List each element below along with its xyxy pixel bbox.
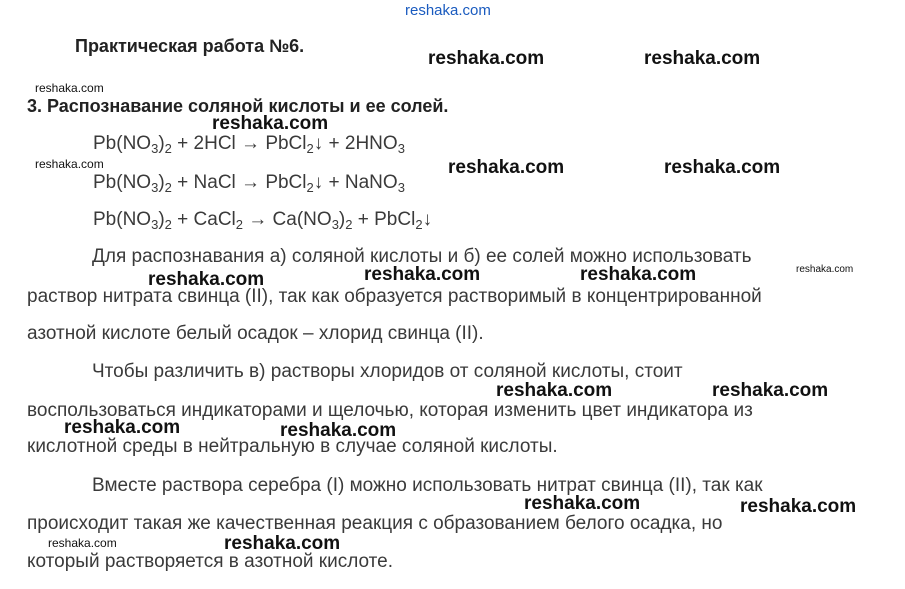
watermark: reshaka.com [35, 81, 104, 95]
eq-part: ↓ + NaNO [313, 172, 398, 193]
watermark: reshaka.com [496, 380, 613, 401]
eq-sub: 3 [151, 180, 159, 195]
watermark: reshaka.com [580, 264, 697, 285]
reaction-equation-1 [93, 133, 405, 155]
eq-sub: 3 [151, 217, 159, 232]
eq-sub: 3 [331, 217, 339, 232]
section-heading: 3. Распознавание соляной кислоты и ее солей. [27, 96, 449, 116]
eq-part: ) [338, 209, 346, 230]
eq-sub: 2 [345, 217, 353, 232]
watermark: reshaka.com [48, 536, 117, 550]
paragraph-2-line-3: кислотной среды в нейтральную в случае соляной кислоты. [27, 436, 558, 457]
eq-part: ↓ + 2HNO [313, 133, 398, 154]
eq-part: + CaCl [171, 209, 236, 230]
paragraph-2-line-2: воспользоваться индикаторами и щелочью, которая изменить цвет индикатора из [27, 400, 753, 421]
eq-sub: 3 [397, 141, 405, 156]
watermark: reshaka.com [224, 533, 341, 554]
eq-part: Pb(NO [93, 133, 152, 154]
eq-sub: 2 [306, 141, 314, 156]
watermark: reshaka.com [280, 420, 397, 441]
watermark: reshaka.com [796, 264, 854, 275]
watermark: reshaka.com [428, 48, 545, 69]
watermark: reshaka.com [212, 113, 329, 134]
watermark: reshaka.com [644, 48, 761, 69]
eq-part: ↓ [422, 209, 433, 230]
eq-part: + 2HCl → PbCl [171, 133, 307, 154]
watermark: reshaka.com [64, 417, 181, 438]
eq-part: ) [158, 133, 165, 154]
watermark: reshaka.com [364, 264, 481, 285]
paragraph-3-line-2: происходит такая же качественная реакция с образованием белого осадка, но [27, 513, 723, 534]
eq-part: ) [158, 209, 165, 230]
eq-part: ) [158, 172, 165, 193]
watermark: reshaka.com [740, 496, 857, 517]
eq-sub: 2 [164, 141, 172, 156]
watermark: reshaka.com [524, 493, 641, 514]
eq-sub: 2 [164, 180, 172, 195]
watermark: reshaka.com [148, 269, 265, 290]
eq-sub: 2 [415, 217, 423, 232]
page-title: Практическая работа №6. [75, 36, 305, 56]
paragraph-1-line-2: раствор нитрата свинца (II), так как образуется растворимый в концентрированной [27, 286, 762, 307]
eq-part: Pb(NO [93, 209, 152, 230]
paragraph-3-line-3: который растворяется в азотной кислоте. [27, 551, 394, 572]
paragraph-3-line-1: Вместе раствора серебра (I) можно использовать нитрат свинца (II), так как [92, 475, 763, 496]
eq-sub: 2 [164, 217, 172, 232]
paragraph-1-line-1: Для распознавания а) соляной кислоты и б) ее солей можно использовать [92, 246, 752, 267]
eq-part: Pb(NO [93, 172, 152, 193]
reaction-equation-2 [93, 172, 405, 194]
watermark: reshaka.com [35, 157, 104, 171]
eq-sub: 3 [151, 141, 159, 156]
eq-sub: 2 [235, 217, 243, 232]
paragraph-2-line-1: Чтобы различить в) растворы хлоридов от соляной кислоты, стоит [92, 361, 683, 382]
eq-sub: 3 [397, 180, 405, 195]
watermark: reshaka.com [448, 157, 565, 178]
watermark: reshaka.com [664, 157, 781, 178]
paragraph-1-line-3: азотной кислоте белый осадок – хлорид свинца (II). [27, 323, 484, 344]
eq-part: + PbCl [352, 209, 416, 230]
eq-part: → Ca(NO [243, 209, 332, 230]
reaction-equation-3 [93, 209, 432, 231]
watermark: reshaka.com [712, 380, 829, 401]
eq-sub: 2 [306, 180, 314, 195]
eq-part: + NaCl → PbCl [171, 172, 307, 193]
site-header-link[interactable]: reshaka.com [405, 2, 491, 19]
